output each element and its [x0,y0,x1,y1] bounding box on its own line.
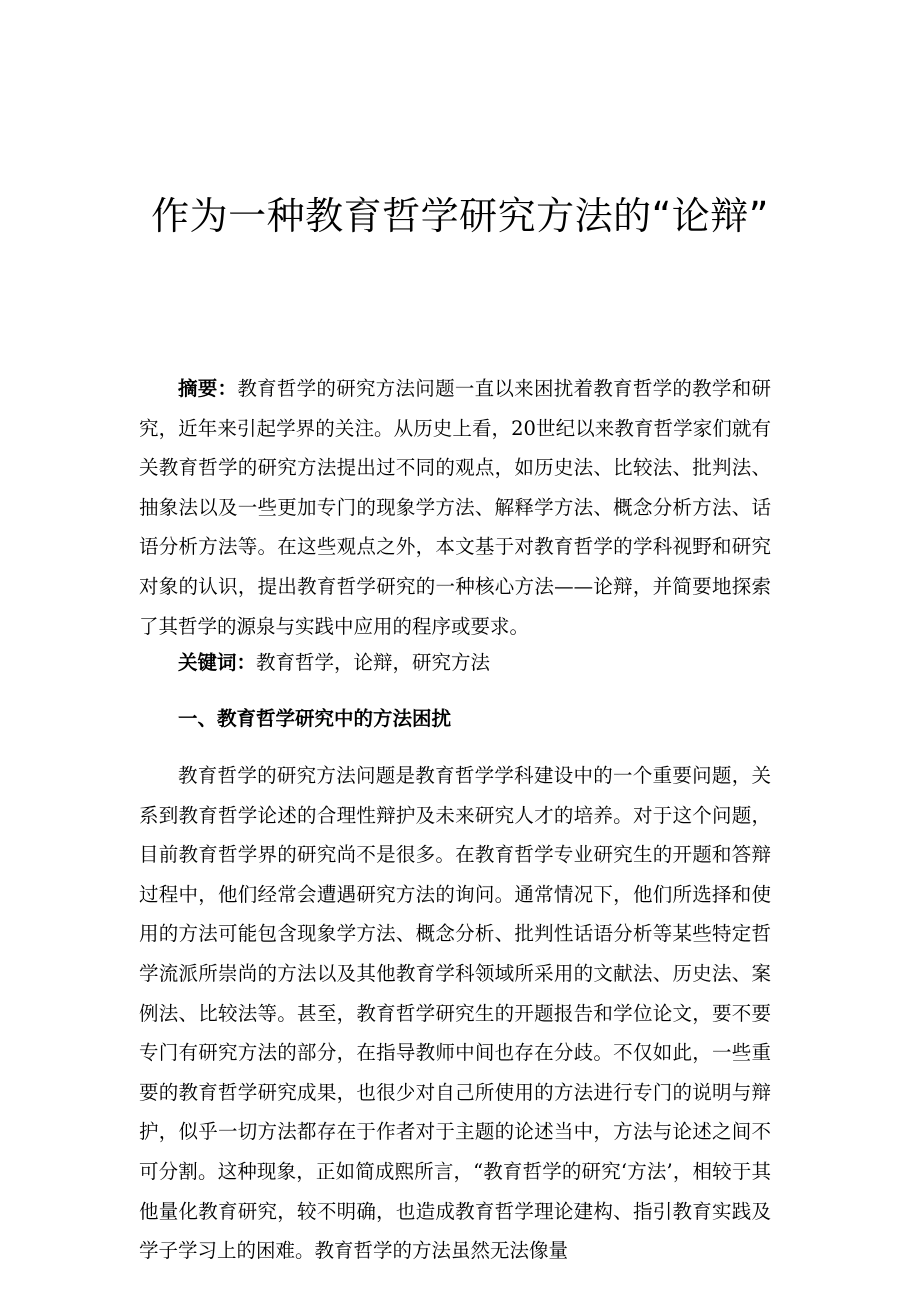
body-paragraph: 教育哲学的研究方法问题是教育哲学学科建设中的一个重要问题，关系到教育哲学论述的合理性辩护及未来研究人才的培养。对于这个问题，目前教育哲学界的研究尚不是很多。在教育哲学专业研究生的开题和答辩过程中，他们经常会遭遇研究方法的询问。通常情况下，他们所选择和使用的方法可能包含现象学方法、概念分析、批判性话语分析等某些特定哲学流派所崇尚的方法以及其他教育学科领域所采用的文献法、历史法、案例法、比较法等。甚至，教育哲学研究生的开题报告和学位论文，要不要专门有研究方法的部分，在指导教师中间也存在分歧。不仅如此，一些重要的教育哲学研究成果，也很少对自己所使用的方法进行专门的说明与辩护，似乎一切方法都存在于作者对于主题的论述当中，方法与论述之间不可分割。这种现象，正如简成熙所言，“教育哲学的研究‘方法’，相较于其他量化教育研究，较不明确，也造成教育哲学理论建构、指引教育实践及学子学习上的困难。教育哲学的方法虽然无法像量 [139,764,771,1263]
abstract-paragraph [139,369,771,646]
abstract-text: 教育哲学的研究方法问题一直以来困扰着教育哲学的教学和研究，近年来引起学界的关注。从历史上看，20世纪以来教育哲学家们就有关教育哲学的研究方法提出过不同的观点，如历史法、比较法、批判法、抽象法以及一些更加专门的现象学方法、解释学方法、概念分析方法、话语分析方法等。在这些观点之外，本文基于对教育哲学的学科视野和研究对象的认识，提出教育哲学研究的一种核心方法——论辩，并简要地探索了其哲学的源泉与实践中应用的程序或要求。 [139,377,771,638]
keywords-text: 教育哲学，论辩，研究方法 [256,651,491,674]
abstract-label: 摘要： [178,377,238,400]
section-heading-block [139,699,771,739]
document-title: 作为一种教育哲学研究方法的“论辩” [151,194,769,238]
keywords-section [139,643,771,683]
abstract-section [139,369,771,646]
section-body [139,756,771,1271]
keywords-paragraph [139,643,771,683]
section-heading: 一、教育哲学研究中的方法困扰 [178,707,452,730]
keywords-label: 关键词： [178,651,257,674]
